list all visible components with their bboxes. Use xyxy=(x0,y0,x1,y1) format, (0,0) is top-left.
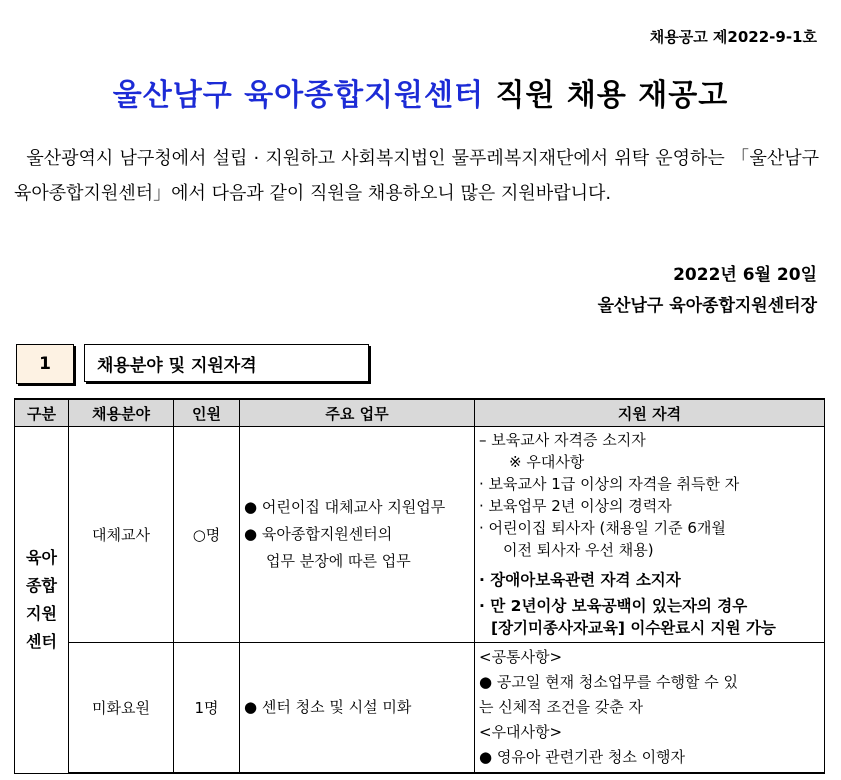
field-cell: 대체교사 xyxy=(69,427,174,643)
table-header-row xyxy=(15,399,825,427)
header-duties: 주요 업무 xyxy=(240,399,475,427)
header-qualifications: 지원 자격 xyxy=(475,399,825,427)
qual-line: <우대사항> xyxy=(479,723,563,741)
duty-line: 업무 분장에 따른 업무 xyxy=(266,552,411,570)
duty-line: ● 어린이집 대체교사 지원업무 xyxy=(244,498,446,516)
qualifications-cell xyxy=(475,427,825,643)
category-cell xyxy=(15,427,69,774)
count-cell: ○명 xyxy=(174,427,240,643)
qualifications-cell xyxy=(475,643,825,774)
qual-line: – 보육교사 자격증 소지자 xyxy=(479,431,646,449)
header-category: 구분 xyxy=(15,399,69,427)
duties-cell xyxy=(240,643,475,774)
category-text: 종합 xyxy=(26,575,57,595)
table-row xyxy=(15,643,825,774)
qual-line: ● 영유아 관련기관 청소 이행자 xyxy=(479,748,686,766)
title-suffix: 직원 채용 재공고 xyxy=(484,78,729,113)
page-title xyxy=(0,70,841,114)
qual-line: · 보육업무 2년 이상의 경력자 xyxy=(479,497,672,515)
notice-number: 채용공고 제2022-9-1호 xyxy=(649,28,817,46)
qual-line: · 만 2년이상 보육공백이 있는자의 경우 xyxy=(479,597,748,615)
qual-line: · 어린이집 퇴사자 (채용일 기준 6개월 xyxy=(479,519,726,537)
intro-paragraph xyxy=(14,141,819,211)
count-cell: 1명 xyxy=(174,643,240,774)
qual-line: 이전 퇴사자 우선 채용) xyxy=(503,541,654,559)
header-count: 인원 xyxy=(174,399,240,427)
qual-line: <공통사항> xyxy=(479,648,563,666)
duty-line: ● 센터 청소 및 시설 미화 xyxy=(244,698,412,716)
duties-cell xyxy=(240,427,475,643)
table-row xyxy=(15,427,825,643)
issuing-organization: 울산남구 육아종합지원센터장 xyxy=(597,296,817,316)
notice-date: 2022년 6월 20일 xyxy=(673,265,817,285)
section-number-box: 1 xyxy=(16,344,74,384)
intro-text: 울산광역시 남구청에서 설립 · 지원하고 사회복지법인 물푸레복지재단에서 위탁 운영하는 「울산남구 육아종합지원센터」에서 다음과 같이 직원을 채용하오니 많은 지원바랍니다. xyxy=(14,148,819,204)
qual-line: 는 신체적 조건을 갖춘 자 xyxy=(479,698,643,716)
title-org-name: 울산남구 육아종합지원센터 xyxy=(112,78,484,113)
qual-line: ● 공고일 현재 청소업무를 수행할 수 있 xyxy=(479,673,739,691)
category-text: 지원 xyxy=(26,603,57,623)
category-text: 육아 xyxy=(26,547,57,567)
qual-line: ※ 우대사항 xyxy=(509,453,585,471)
header-field: 채용분야 xyxy=(69,399,174,427)
duty-line: ● 육아종합지원센터의 xyxy=(244,525,393,543)
field-cell: 미화요원 xyxy=(69,643,174,774)
qual-line: · 장애아보육관련 자격 소지자 xyxy=(479,571,681,589)
category-text: 센터 xyxy=(26,631,57,651)
section-title-box: 채용분야 및 지원자격 xyxy=(84,344,369,382)
recruitment-table xyxy=(14,398,825,774)
qual-line: · 보육교사 1급 이상의 자격을 취득한 자 xyxy=(479,475,740,493)
qual-line: [장기미종사자교육] 이수완료시 지원 가능 xyxy=(491,619,776,637)
